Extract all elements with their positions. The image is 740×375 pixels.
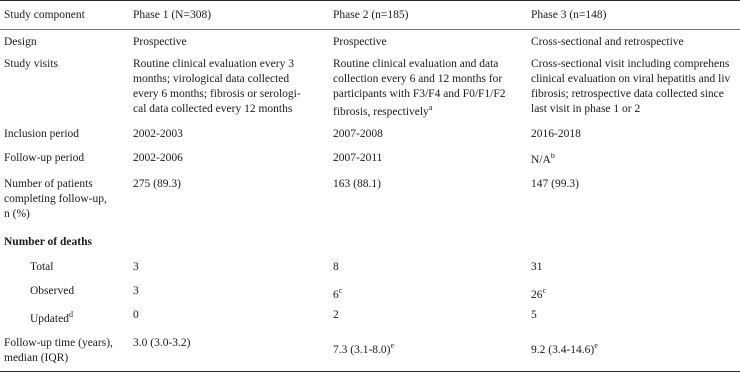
row-label-total: Total: [30, 261, 54, 273]
text-line: last visit in phase 1 or 2: [531, 103, 641, 115]
design-phase-1: Prospective: [133, 36, 187, 48]
footnote-marker: d: [68, 310, 73, 320]
header-phase-2: Phase 2 (n=185): [333, 9, 409, 21]
cell-value: 6: [333, 289, 339, 301]
cell-value: 9.2 (3.4-14.6): [531, 344, 595, 356]
observed-phase-3: [531, 288, 740, 303]
text-line: participants with F3/F4 and F0/F1/F2: [333, 88, 506, 100]
cell-value: N/A: [531, 154, 551, 166]
completing-phase-2: 163 (88.1): [333, 178, 381, 190]
study-visits-phase-2: [333, 57, 528, 120]
text-line: clinical evaluation on viral hepatitis and liv: [531, 73, 731, 85]
table-bottom-rule: [0, 371, 740, 372]
observed-phase-1: 3: [133, 285, 139, 297]
follow-up-phase-2: 2007-2011: [333, 152, 383, 164]
footnote-marker: a: [428, 103, 433, 113]
design-phase-3: Cross-sectional and retrospective: [531, 36, 684, 48]
total-phase-3: 31: [531, 261, 543, 273]
follow-up-time-phase-3: [531, 343, 740, 358]
row-label-observed: Observed: [30, 285, 75, 297]
inclusion-phase-1: 2002-2003: [133, 128, 183, 140]
text-line: fibrosis; retrospective data collected since: [531, 88, 724, 100]
header-study-component: Study component: [4, 9, 85, 21]
row-label-follow-up-period: Follow-up period: [4, 152, 85, 164]
cell-value: 26: [531, 289, 543, 301]
inclusion-phase-3: 2016-2018: [531, 128, 581, 140]
cell-value: 7.3 (3.1-8.0): [333, 344, 391, 356]
design-phase-2: Prospective: [333, 36, 387, 48]
total-phase-1: 3: [133, 261, 139, 273]
row-label-follow-up-time: [4, 336, 130, 366]
row-label-patients-completing: [4, 177, 130, 222]
follow-up-time-phase-1: 3.0 (3.0-3.2): [133, 337, 191, 349]
updated-phase-3: 5: [531, 309, 537, 321]
follow-up-phase-3: [531, 153, 740, 168]
study-visits-phase-1: [133, 57, 323, 117]
text-line: [333, 105, 528, 120]
observed-phase-2: [333, 288, 528, 303]
study-visits-phase-3: [531, 57, 740, 117]
footnote-marker: b: [550, 153, 555, 161]
total-phase-2: 8: [333, 261, 339, 273]
text-line: Follow-up time (years),: [4, 337, 113, 349]
cell-value: Updated: [30, 313, 69, 325]
completing-phase-3: 147 (99.3): [531, 178, 579, 190]
text-line: Number of patients: [4, 178, 93, 190]
header-phase-3: Phase 3 (n=148): [531, 9, 607, 21]
text-line: Routine clinical evaluation and data: [333, 58, 499, 70]
text-line: cal data collected every 12 months: [133, 103, 293, 115]
row-label-inclusion-period: Inclusion period: [4, 128, 80, 140]
text-line: every 6 months; fibrosis or serologi-: [133, 88, 301, 100]
completing-phase-1: 275 (89.3): [133, 178, 181, 190]
section-heading-deaths: Number of deaths: [4, 236, 92, 248]
footnote-marker: e: [390, 341, 395, 351]
text-line: median (IQR): [4, 352, 69, 364]
header-phase-1: Phase 1 (N=308): [133, 9, 212, 21]
footnote-marker: c: [542, 288, 547, 296]
text-line: n (%): [4, 208, 30, 220]
updated-phase-1: 0: [133, 309, 139, 321]
header-rule: [0, 29, 740, 30]
text-line: completing follow-up,: [4, 193, 107, 205]
row-label-design: Design: [4, 36, 37, 48]
follow-up-phase-1: 2002-2006: [133, 152, 183, 164]
text-line: collection every 6 and 12 months for: [333, 73, 503, 85]
text-line-content: fibrosis, respectively: [333, 106, 429, 118]
row-label-study-visits: Study visits: [4, 58, 59, 70]
footnote-marker: c: [338, 286, 343, 296]
table-top-rule: [0, 0, 740, 1]
inclusion-phase-2: 2007-2008: [333, 128, 383, 140]
text-line: Cross-sectional visit including comprehens: [531, 58, 730, 70]
updated-phase-2: 2: [333, 309, 339, 321]
text-line: months; virological data collected: [133, 73, 290, 85]
follow-up-time-phase-2: [333, 343, 528, 358]
text-line: Routine clinical evaluation every 3: [133, 58, 294, 70]
footnote-marker: e: [594, 343, 598, 351]
